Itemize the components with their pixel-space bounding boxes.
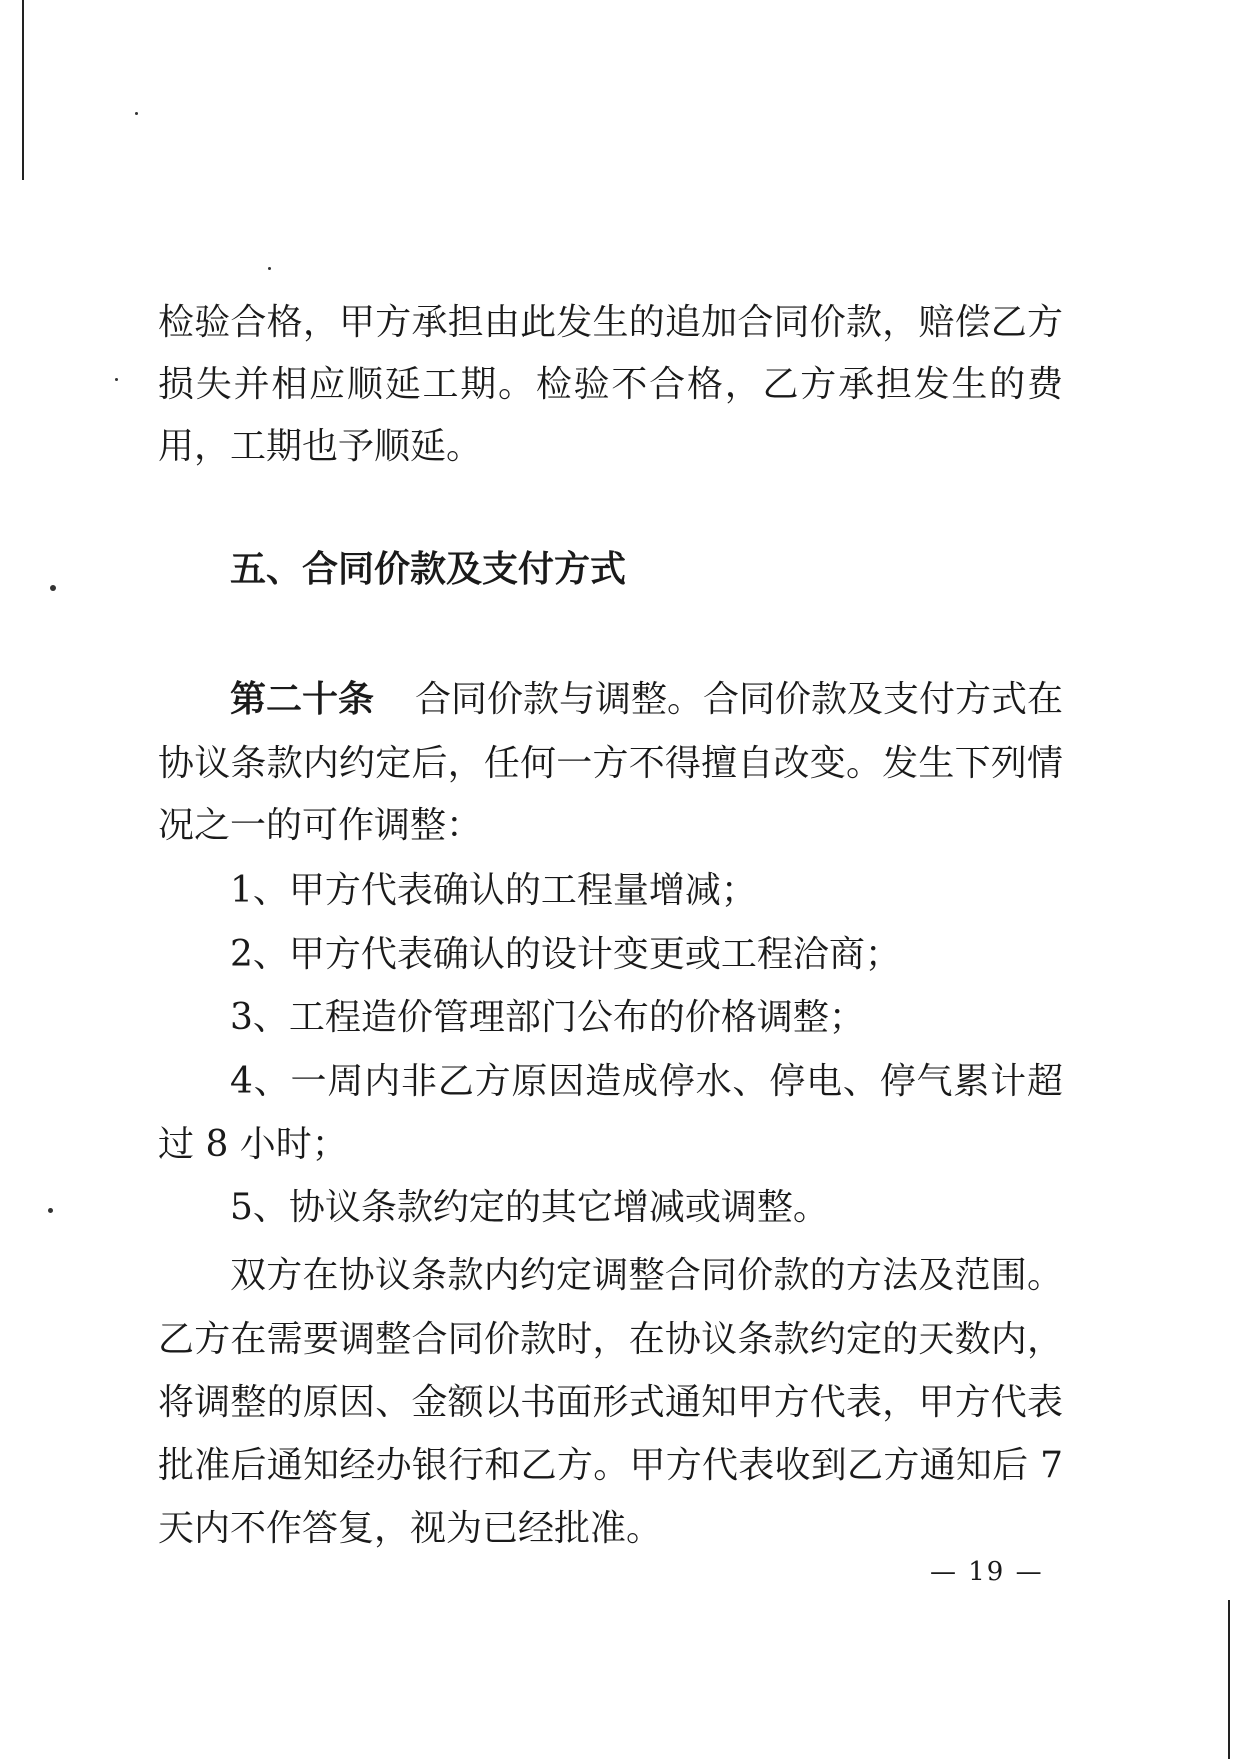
text-line: 损失并相应顺延工期。检验不合格，乙方承担发生的费 xyxy=(158,364,1063,405)
text-line: 用，工期也予顺延。 xyxy=(158,426,483,467)
scan-edge-line-bottom-right xyxy=(1228,1600,1230,1759)
list-item-continuation xyxy=(158,1122,348,1168)
closing-paragraph-line xyxy=(158,1380,1063,1426)
list-item-text: 2、甲方代表确认的设计变更或工程洽商； xyxy=(230,934,901,975)
paragraph-continuation-line xyxy=(158,424,482,470)
list-item xyxy=(230,868,757,914)
closing-paragraph-line xyxy=(158,1443,1063,1489)
article-text: 合同价款与调整。合同价款及支付方式在 xyxy=(414,679,1063,720)
list-item-text: 过 8 小时； xyxy=(158,1124,348,1165)
list-item-text: 1、甲方代表确认的工程量增减； xyxy=(230,870,757,911)
closing-paragraph-line xyxy=(158,1506,662,1552)
list-item xyxy=(230,932,901,978)
article-line xyxy=(158,741,1063,787)
scan-speck xyxy=(115,378,118,381)
text-line: 况之一的可作调整： xyxy=(158,805,483,846)
article-first-line xyxy=(230,677,1063,723)
text-line: 乙方在需要调整合同价款时，在协议条款约定的天数内， xyxy=(158,1319,1063,1360)
text-line: 检验合格，甲方承担由此发生的追加合同价款，赔偿乙方 xyxy=(158,302,1063,343)
text-line: 天内不作答复，视为已经批准。 xyxy=(158,1508,663,1549)
scan-edge-line-top-left xyxy=(22,0,24,180)
closing-paragraph-line xyxy=(158,1317,1063,1363)
article-label: 第二十条 xyxy=(230,679,375,720)
text-line: 双方在协议条款内约定调整合同价款的方法及范围。 xyxy=(230,1255,1063,1296)
closing-paragraph-line xyxy=(230,1253,1063,1299)
text-line: 批准后通知经办银行和乙方。甲方代表收到乙方通知后 7 xyxy=(158,1445,1063,1486)
scan-speck xyxy=(268,267,271,270)
list-item-text: 5、协议条款约定的其它增减或调整。 xyxy=(230,1187,829,1228)
list-item xyxy=(230,1185,829,1231)
section-heading: 五、合同价款及支付方式 xyxy=(230,549,627,590)
list-item xyxy=(230,1059,1063,1105)
scan-speck xyxy=(135,112,138,115)
list-item xyxy=(230,995,865,1041)
text-line: 协议条款内约定后，任何一方不得擅自改变。发生下列情 xyxy=(158,743,1063,784)
scan-speck xyxy=(50,585,56,591)
paragraph-continuation-line xyxy=(158,300,1063,346)
paragraph-continuation-line xyxy=(158,362,1063,408)
page-number: — 19 — xyxy=(930,1557,1044,1587)
list-item-text: 4、一周内非乙方原因造成停水、停电、停气累计超 xyxy=(230,1061,1063,1102)
scan-speck xyxy=(48,1208,53,1213)
text-line: 将调整的原因、金额以书面形式通知甲方代表，甲方代表 xyxy=(158,1382,1063,1423)
list-item-text: 3、工程造价管理部门公布的价格调整； xyxy=(230,997,865,1038)
article-line xyxy=(158,803,482,849)
